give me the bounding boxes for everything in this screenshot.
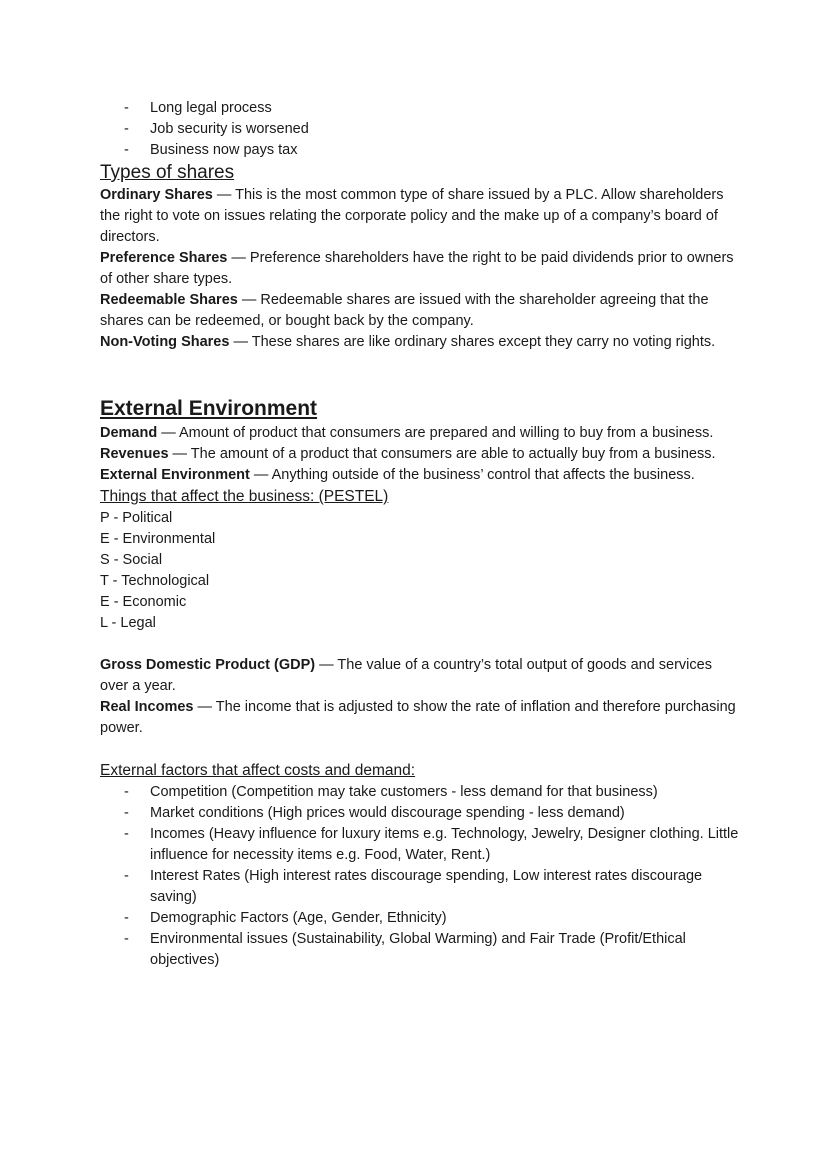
pestel-item: S - Social [100, 552, 163, 568]
definition-external-environment: External Environment — Anything outside of the business’ control that affects the business. [100, 467, 695, 483]
definition-non-voting-shares: Non-Voting Shares — These shares are like ordinary shares except they carry no voting rights. [100, 334, 716, 350]
list-item: - Market conditions (High prices would discourage spending - less demand) [100, 803, 740, 824]
dash-bullet-icon: - [124, 826, 129, 842]
dash-bullet-icon: - [124, 931, 129, 947]
pestel-item: E - Environmental [100, 531, 216, 547]
list-item: - Demographic Factors (Age, Gender, Ethnicity) [100, 908, 740, 929]
definition-demand: Demand — Amount of product that consumers are prepared and willing to buy from a business. [100, 425, 714, 441]
list-item: - Environmental issues (Sustainability, Global Warming) and Fair Trade (Profit/Ethical objectives) [124, 931, 686, 968]
dash-bullet-icon: - [124, 142, 129, 158]
list-item: - Job security is worsened [100, 119, 740, 140]
dash-bullet-icon: - [124, 121, 129, 137]
pestel-item: T - Technological [100, 573, 210, 589]
definition-redeemable-shares: Redeemable Shares — Redeemable shares are issued with the shareholder agreeing that the shares can be redeemed, or bought back by the company. [100, 292, 709, 329]
pestel-heading: Things that affect the business: (PESTEL) [100, 488, 389, 505]
list-item: - Business now pays tax [100, 140, 740, 161]
types-of-shares-heading: Types of shares [100, 162, 235, 183]
definition-preference-shares: Preference Shares — Preference shareholders have the right to be paid dividends prior to owners of other share types. [100, 250, 734, 287]
pestel-item: E - Economic [100, 594, 187, 610]
dash-bullet-icon: - [124, 100, 129, 116]
external-environment-heading: External Environment [100, 397, 318, 420]
document-page [100, 98, 740, 971]
spacer [100, 634, 740, 655]
dash-bullet-icon: - [124, 868, 129, 884]
disadvantages-list [100, 98, 740, 161]
dash-bullet-icon: - [124, 805, 129, 821]
external-factors-heading: External factors that affect costs and demand: [100, 762, 416, 779]
list-item: - Interest Rates (High interest rates discourage spending, Low interest rates discourage saving) [124, 868, 703, 905]
dash-bullet-icon: - [124, 784, 129, 800]
spacer [100, 739, 740, 760]
definition-real-incomes: Real Incomes — The income that is adjusted to show the rate of inflation and therefore purchasing power. [100, 699, 736, 736]
list-item: - Incomes (Heavy influence for luxury items e.g. Technology, Jewelry, Designer clothing. Little influence for necessity items e.g. Food, Water, Rent.) [124, 826, 739, 863]
pestel-item: P - Political [100, 510, 173, 526]
definition-revenues: Revenues — The amount of a product that consumers are able to actually buy from a business. [100, 446, 716, 462]
spacer [100, 353, 740, 395]
pestel-item: L - Legal [100, 615, 156, 631]
definition-ordinary-shares: Ordinary Shares — This is the most common type of share issued by a PLC. Allow shareholders the right to vote on issues relating the corporate policy and the make up of a company’s board of directors. [100, 187, 724, 245]
list-item: - Competition (Competition may take customers - less demand for that business) [100, 782, 740, 803]
external-factors-list [100, 782, 740, 971]
definition-gdp: Gross Domestic Product (GDP) — The value of a country’s total output of goods and services over a year. [100, 657, 712, 694]
list-item: - Long legal process [100, 98, 740, 119]
dash-bullet-icon: - [124, 910, 129, 926]
pestel-list [100, 508, 740, 634]
